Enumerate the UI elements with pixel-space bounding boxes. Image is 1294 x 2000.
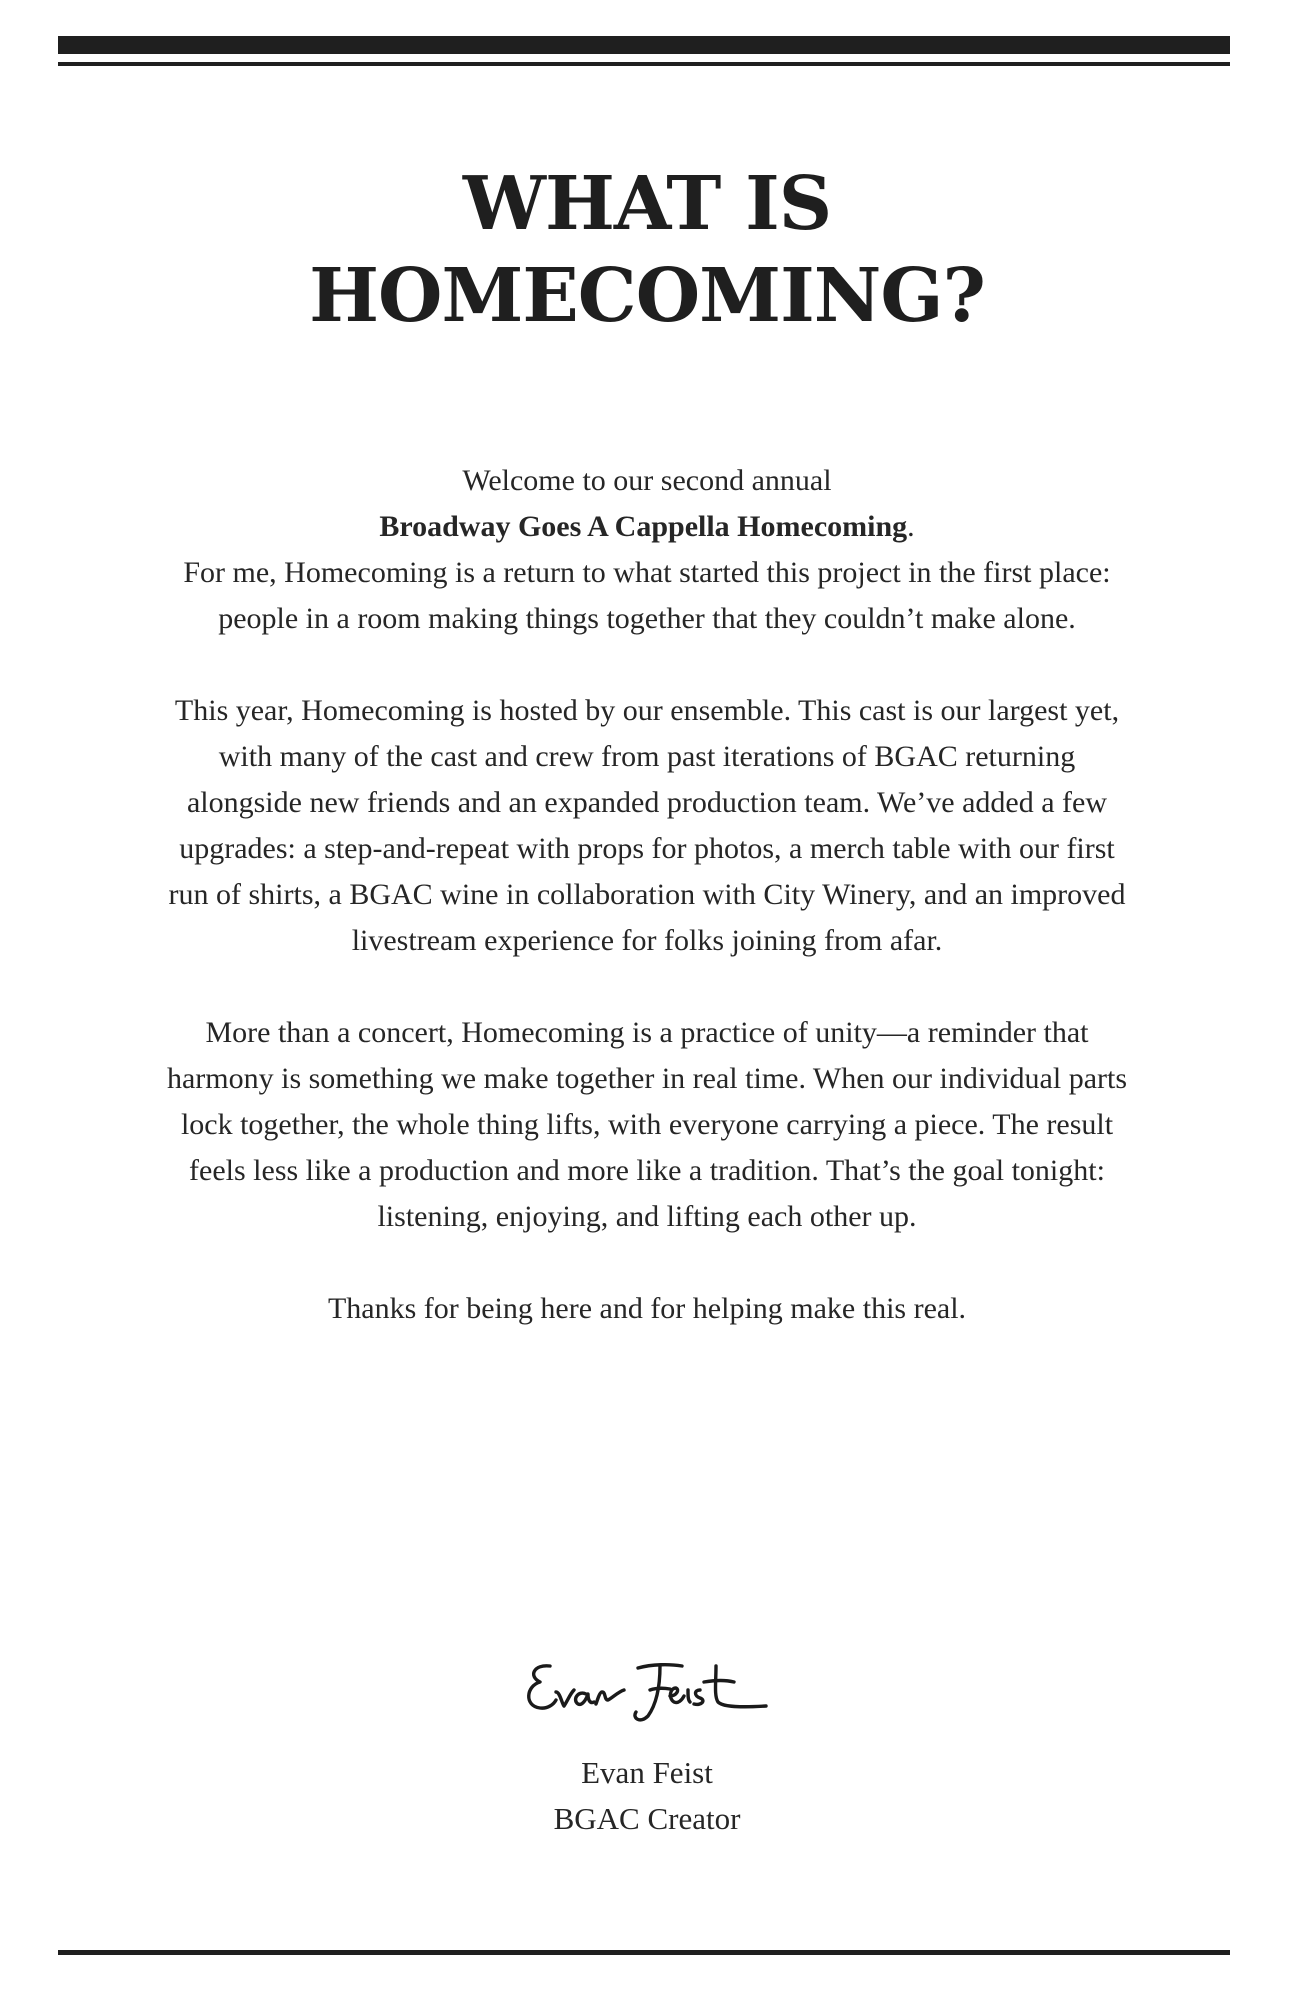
- signer-name: Evan Feist: [581, 1755, 713, 1790]
- page-title: [0, 158, 1294, 342]
- letter-paragraph-1-rest: For me, Homecoming is a return to what started this project in the first place: people in a room making things together that they couldn’t make alone.: [183, 556, 1111, 635]
- page-title-line-2: HOMECOMING?: [309, 253, 985, 339]
- letter-paragraph-3: More than a concert, Homecoming is a practice of unity—a reminder that harmony is something we make together in real time. When our individual parts lock together, the whole thing lifts, with everyone carrying a piece. The result feels less like a production and more like a tradition. That’s the goal tonight: listening, enjoying, and lifting each other up.: [166, 1016, 1128, 1233]
- event-name-punctuation: .: [907, 510, 915, 543]
- top-rule-thick: [58, 36, 1230, 54]
- welcome-line: Welcome to our second annual: [462, 464, 832, 497]
- letter-body: [160, 458, 1134, 1378]
- letter-paragraph-1: [160, 458, 1134, 642]
- event-name-line: [160, 504, 1134, 550]
- top-rule-thin: [58, 62, 1230, 66]
- letter-paragraph-4: Thanks for being here and for helping make this real.: [327, 1292, 967, 1325]
- event-name: Broadway Goes A Cappella Homecoming: [379, 510, 908, 543]
- signer-role: BGAC Creator: [553, 1801, 741, 1836]
- bottom-rule: [58, 1950, 1230, 1955]
- handwritten-signature: [520, 1656, 774, 1736]
- letter-paragraph-2: This year, Homecoming is hosted by our ensemble. This cast is our largest yet, with many of the cast and crew from past iterations of BGAC returning alongside new friends and an expanded production team. We’ve added a few upgrades: a step-and-repeat with props for photos, a merch table with our first run of shirts, a BGAC wine in collaboration with City Winery, and an improved livestream experience for folks joining from afar.: [168, 694, 1126, 957]
- page-title-line-1: WHAT IS: [462, 161, 832, 247]
